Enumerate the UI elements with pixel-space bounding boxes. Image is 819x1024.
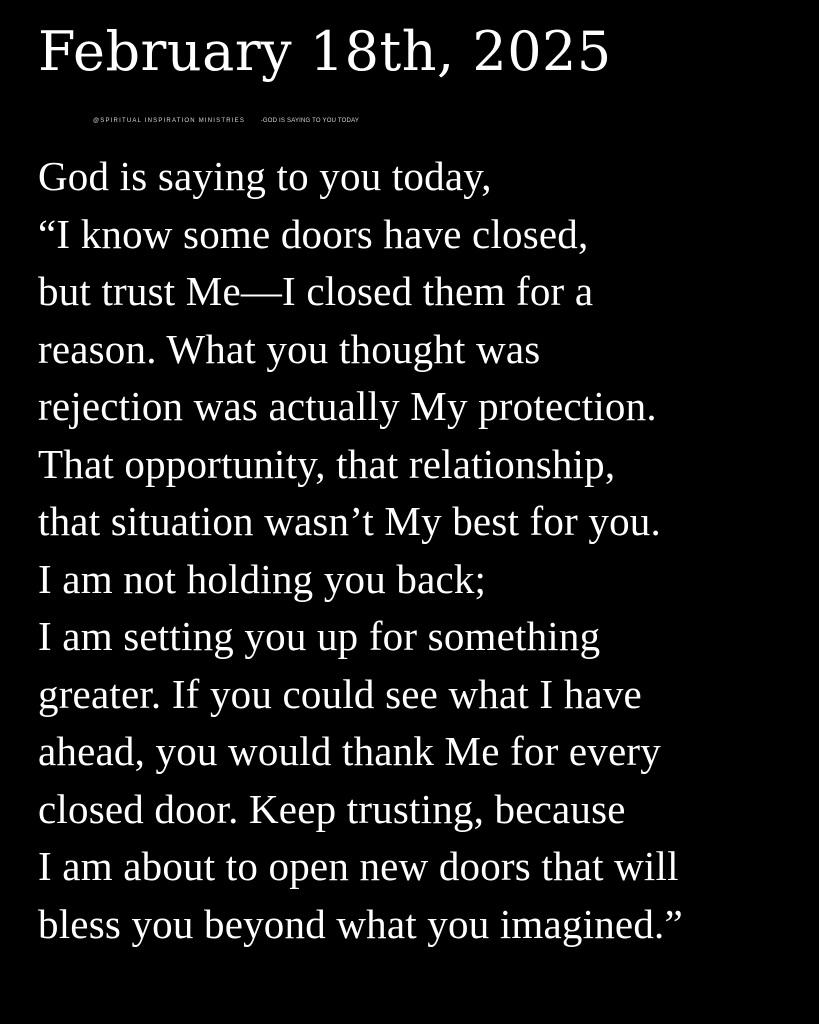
message-line: that situation wasn’t My best for you. — [38, 498, 661, 544]
message-line: I am about to open new doors that will — [38, 843, 679, 889]
post-date-title: February 18th, 2025 — [38, 20, 612, 83]
message-line: but trust Me—I closed them for a — [38, 268, 594, 314]
message-line: ahead, you would thank Me for every — [38, 728, 661, 774]
message-line: I am not holding you back; — [38, 555, 487, 602]
message-line: I am setting you up for something — [38, 613, 601, 659]
message-line: God is saying to you today, — [38, 153, 492, 199]
message-line: rejection was actually My protection. — [38, 383, 657, 429]
devotional-message — [38, 148, 814, 953]
message-line: greater. If you could see what I have — [38, 670, 642, 717]
credits-line — [93, 118, 359, 124]
ministry-handle: @SPIRITUAL INSPIRATION MINISTRIES — [93, 118, 246, 124]
message-line: closed door. Keep trusting, because — [38, 785, 626, 832]
message-line: “I know some doors have closed, — [38, 210, 589, 257]
message-line: bless you beyond what you imagined.” — [38, 900, 683, 947]
message-line: reason. What you thought was — [38, 325, 541, 372]
message-line: That opportunity, that relationship, — [38, 440, 616, 487]
series-tagline: -GOD IS SAYING TO YOU TODAY — [260, 118, 360, 124]
